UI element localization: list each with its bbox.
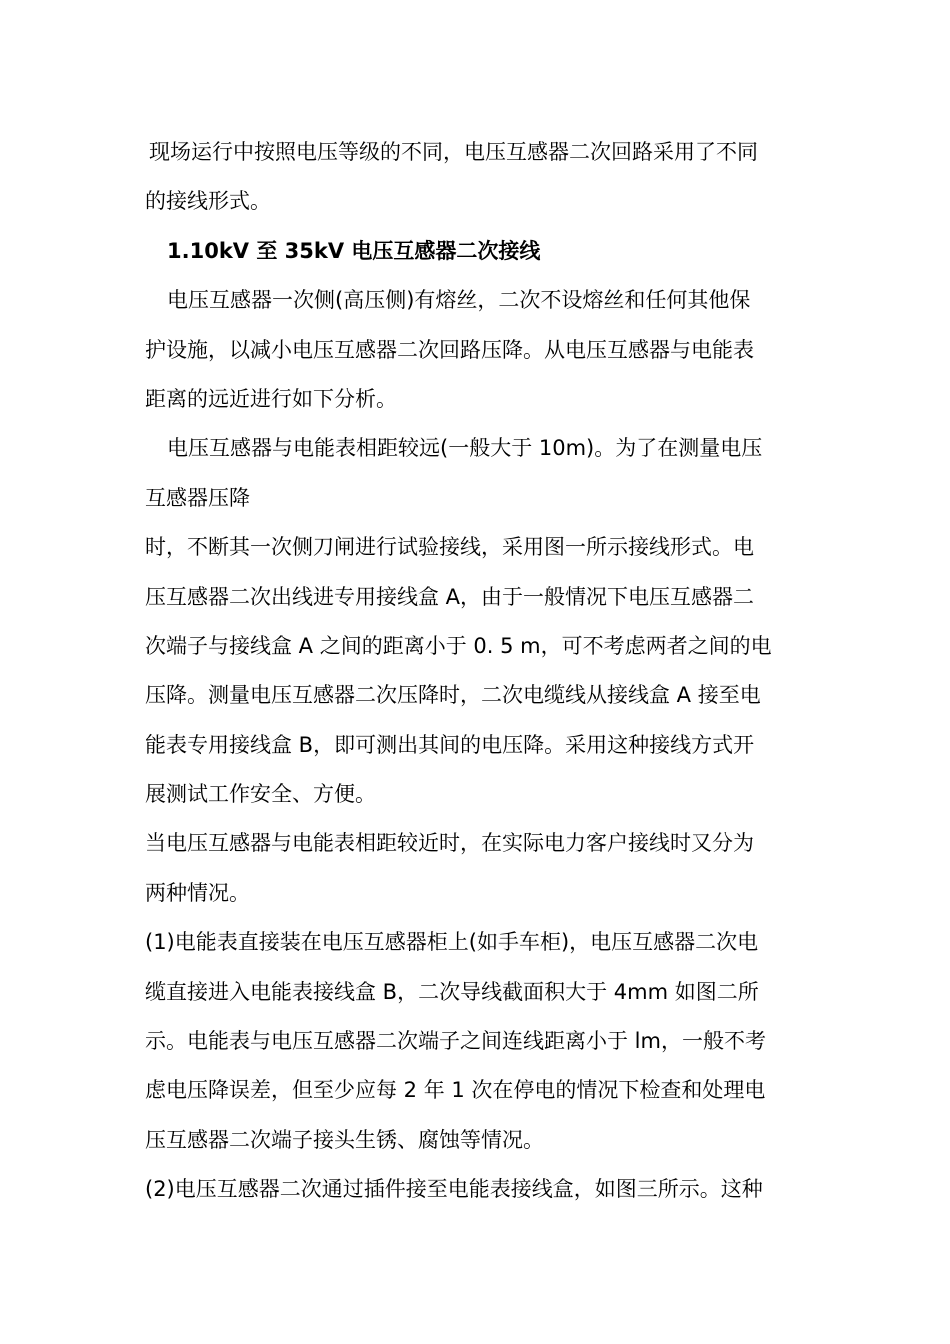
text-line: 时，不断其一次侧刀闸进行试验接线，采用图一所示接线形式。电 [145, 535, 754, 560]
section-heading: 1.10kV 至 35kV 电压互感器二次接线 [167, 238, 541, 263]
text-line: 的接线形式。 [145, 189, 271, 214]
text-line: 互感器压降 [145, 485, 250, 510]
text-line: 示。电能表与电压互感器二次端子之间连线距离小于 lm，一般不考 [145, 1029, 766, 1054]
text-line: 压互感器二次出线进专用接线盒 A，由于一般情况下电压互感器二 [145, 584, 755, 609]
intro-paragraph [145, 128, 810, 227]
paragraph-far-distance [145, 424, 810, 523]
paragraph-fuse-protection [145, 276, 810, 424]
text-line: (1)电能表直接装在电压互感器柜上(如手车柜)，电压互感器二次电 [145, 930, 759, 955]
paragraph-test-wiring [145, 523, 810, 819]
text-line: 距离的远近进行如下分析。 [145, 386, 397, 411]
text-line: 压降。测量电压互感器二次压降时，二次电缆线从接线盒 A 接至电 [145, 683, 761, 708]
text-line: 当电压互感器与电能表相距较近时，在实际电力客户接线时又分为 [145, 831, 754, 856]
text-line: 展测试工作安全、方便。 [145, 782, 376, 807]
text-line: 现场运行中按照电压等级的不同，电压互感器二次回路采用了不同 [149, 140, 758, 164]
text-line: 电压互感器与电能表相距较远(一般大于 10m)。为了在测量电压 [167, 436, 763, 461]
text-line: 电压互感器一次侧(高压侧)有熔丝，二次不设熔丝和任何其他保 [167, 288, 751, 313]
text-line: 护设施，以减小电压互感器二次回路压降。从电压互感器与电能表 [145, 337, 754, 362]
list-item-1 [145, 918, 810, 1165]
paragraph-near-distance [145, 819, 810, 918]
list-item-2 [145, 1165, 810, 1214]
document-body [145, 128, 810, 1215]
text-line: 两种情况。 [145, 880, 250, 905]
text-line: (2)电压互感器二次通过插件接至电能表接线盒，如图三所示。这种 [145, 1177, 763, 1202]
text-line: 缆直接进入电能表接线盒 B，二次导线截面积大于 4mm 如图二所 [145, 979, 759, 1004]
text-line: 虑电压降误差，但至少应每 2 年 1 次在停电的情况下检查和处理电 [145, 1078, 766, 1103]
text-line: 能表专用接线盒 B，即可测出其间的电压降。采用这种接线方式开 [145, 732, 755, 757]
text-line: 压互感器二次端子接头生锈、腐蚀等情况。 [145, 1127, 544, 1152]
text-line: 次端子与接线盒 A 之间的距离小于 0. 5 m，可不考虑两者之间的电 [145, 633, 772, 658]
